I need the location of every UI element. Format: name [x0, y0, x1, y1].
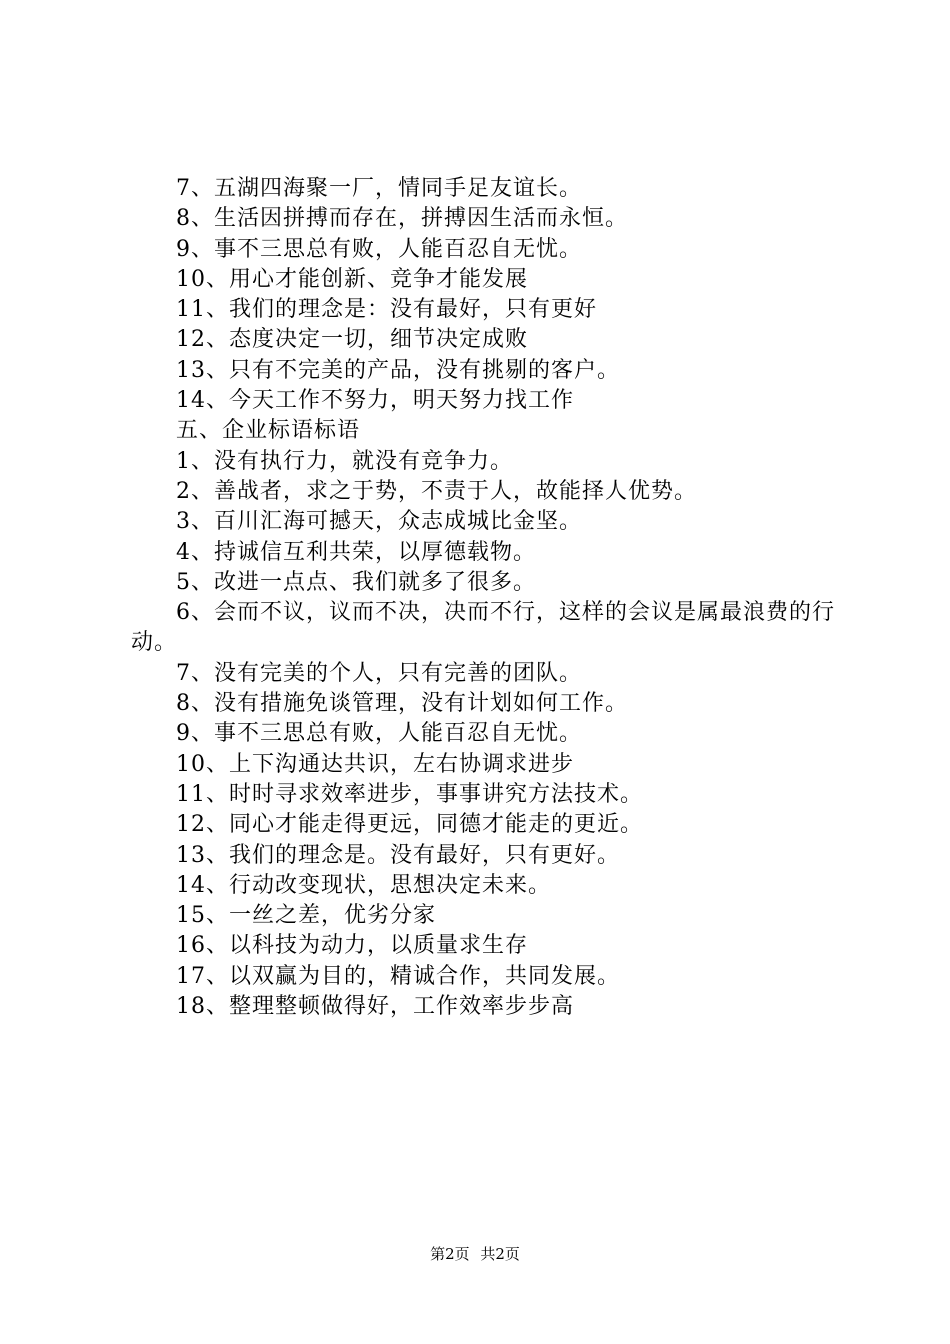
list-item: 18、整理整顿做得好，工作效率步步高 — [176, 994, 574, 1020]
page-number: 第2页 — [430, 1245, 470, 1263]
list-item: 11、我们的理念是：没有最好，只有更好 — [176, 297, 597, 323]
list-item: 5、改进一点点、我们就多了很多。 — [176, 569, 536, 595]
list-item: 12、同心才能走得更远，同德才能走的更近。 — [176, 812, 643, 838]
list-item: 13、我们的理念是。没有最好，只有更好。 — [176, 842, 620, 868]
list-item: 8、没有措施免谈管理，没有计划如何工作。 — [176, 691, 628, 717]
list-item: 8、生活因拼搏而存在，拼搏因生活而永恒。 — [176, 206, 628, 232]
list-item: 12、态度决定一切，细节决定成败 — [176, 327, 528, 353]
list-item: 17、以双赢为目的，精诚合作，共同发展。 — [176, 963, 620, 989]
list-item: 11、时时寻求效率进步，事事讲究方法技术。 — [176, 781, 643, 807]
list-item: 9、事不三思总有败，人能百忍自无忧。 — [176, 236, 582, 262]
document-body — [131, 174, 836, 1022]
list-item: 4、持诚信互利共荣，以厚德载物。 — [176, 539, 536, 565]
list-item: 15、一丝之差，优劣分家 — [176, 903, 436, 929]
list-item: 16、以科技为动力，以质量求生存 — [176, 933, 528, 959]
list-item: 7、五湖四海聚一厂，情同手足友谊长。 — [176, 176, 582, 201]
list-item-wrapped: 6、会而不议，议而不决，决而不行，这样的会议是属最浪费的行动。 — [131, 600, 835, 656]
list-item: 2、善战者，求之于势，不责于人，故能择人优势。 — [176, 478, 697, 504]
list-item: 7、没有完美的个人，只有完善的团队。 — [176, 660, 582, 686]
list-item: 3、百川汇海可撼天，众志成城比金坚。 — [176, 509, 582, 535]
list-item: 9、事不三思总有败，人能百忍自无忧。 — [176, 721, 582, 747]
list-item: 10、上下沟通达共识，左右协调求进步 — [176, 751, 574, 777]
list-item: 14、行动改变现状，思想决定未来。 — [176, 872, 551, 898]
section-heading: 五、企业标语标语 — [176, 418, 361, 444]
page-footer — [0, 1244, 950, 1264]
page-total: 共2页 — [480, 1245, 520, 1263]
list-item: 14、今天工作不努力，明天努力找工作 — [176, 388, 574, 414]
list-item: 10、用心才能创新、竞争才能发展 — [176, 266, 528, 292]
list-item: 13、只有不完美的产品，没有挑剔的客户。 — [176, 357, 620, 383]
list-item: 1、没有执行力，就没有竞争力。 — [176, 448, 513, 474]
